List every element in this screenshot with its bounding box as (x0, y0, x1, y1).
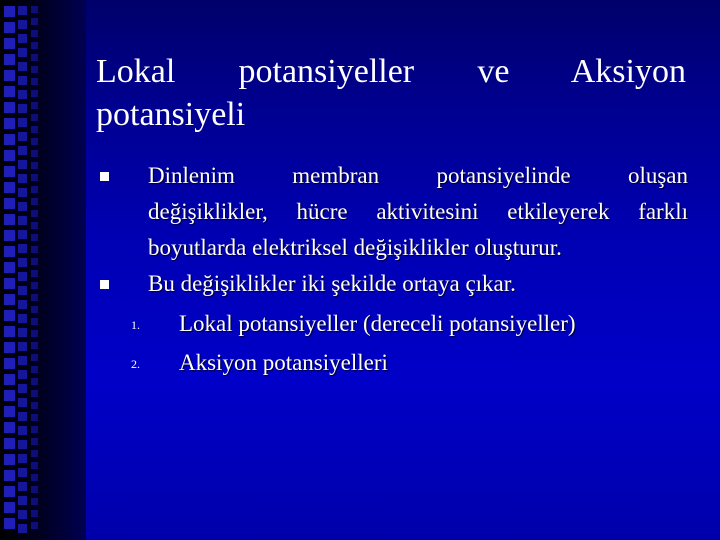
decor-square (31, 6, 38, 13)
decor-square (18, 6, 27, 15)
decor-square (18, 468, 27, 477)
decor-square (31, 102, 38, 109)
decor-square (4, 486, 15, 497)
decor-square (31, 522, 38, 529)
decor-square (4, 230, 15, 241)
decor-square (31, 330, 38, 337)
decor-square (4, 310, 15, 321)
decor-square (4, 150, 15, 161)
decor-square (18, 272, 27, 281)
decor-square (18, 300, 27, 309)
decor-square (18, 230, 27, 239)
decor-square (31, 18, 38, 25)
decor-square (18, 496, 27, 505)
decor-square (31, 378, 38, 385)
decor-square (31, 174, 38, 181)
decor-square (18, 524, 27, 533)
decor-square (31, 498, 38, 505)
decor-square (31, 198, 38, 205)
decor-square (31, 78, 38, 85)
decor-square (18, 20, 27, 29)
decor-square (31, 54, 38, 61)
decor-square (4, 470, 15, 481)
decor-square (18, 342, 27, 351)
bullet-marker (100, 280, 109, 289)
decor-square (4, 406, 15, 417)
decor-square (4, 134, 15, 145)
title-line-1: Lokal potansiyeller ve Aksiyon (96, 53, 686, 90)
decor-square (18, 356, 27, 365)
numbered-item-2: Aksiyon potansiyelleri (179, 350, 388, 375)
decor-square (31, 510, 38, 517)
decor-square (18, 482, 27, 491)
bullet-marker (100, 172, 109, 181)
decor-square (18, 426, 27, 435)
decor-square (4, 22, 15, 33)
decor-square (31, 162, 38, 169)
decor-square (4, 422, 15, 433)
decor-square (31, 402, 38, 409)
decor-square (18, 454, 27, 463)
decor-square (4, 214, 15, 225)
decor-square (18, 48, 27, 57)
decor-square (18, 510, 27, 519)
decor-square (4, 358, 15, 369)
decor-square (4, 278, 15, 289)
decor-square (18, 202, 27, 211)
decor-square (4, 518, 15, 529)
decor-square (18, 34, 27, 43)
decor-square (31, 294, 38, 301)
decor-square (18, 328, 27, 337)
decor-square (4, 118, 15, 129)
decor-square (31, 150, 38, 157)
decor-square (4, 454, 15, 465)
decor-square (31, 126, 38, 133)
decor-square (31, 414, 38, 421)
decor-square (31, 306, 38, 313)
decor-square (4, 54, 15, 65)
decor-square (18, 160, 27, 169)
decor-square (4, 246, 15, 257)
decor-square (18, 76, 27, 85)
decor-square (31, 210, 38, 217)
numbered-marker-2: 2. (131, 357, 140, 371)
bullet-1-line-1: Dinlenim membran potansiyelinde oluşan (148, 163, 688, 188)
decor-square (31, 270, 38, 277)
decor-square (18, 90, 27, 99)
decor-square (31, 186, 38, 193)
decor-square (18, 398, 27, 407)
decor-square (18, 258, 27, 267)
decor-square (4, 198, 15, 209)
decor-square (18, 370, 27, 379)
decor-square (31, 342, 38, 349)
decor-square (31, 234, 38, 241)
decor-square (18, 314, 27, 323)
slide-title (96, 50, 686, 136)
decor-square (4, 502, 15, 513)
bullet-1-text (148, 158, 688, 266)
decor-square (31, 354, 38, 361)
decor-square (18, 132, 27, 141)
decor-square (31, 390, 38, 397)
decor-square (31, 318, 38, 325)
decor-square (4, 294, 15, 305)
decor-square (31, 90, 38, 97)
decor-square (18, 146, 27, 155)
decor-square (31, 258, 38, 265)
decor-square (31, 138, 38, 145)
decor-square (4, 166, 15, 177)
decor-square (18, 104, 27, 113)
bullet-2-text: Bu değişiklikler iki şekilde ortaya çıkar. (148, 271, 516, 296)
numbered-item-1: Lokal potansiyeller (dereceli potansiyeller) (179, 311, 576, 336)
decor-square (4, 70, 15, 81)
decor-square (4, 438, 15, 449)
decor-square (4, 182, 15, 193)
decor-square (31, 450, 38, 457)
decor-square (31, 462, 38, 469)
decor-square (31, 366, 38, 373)
bullet-1-line-2: değişiklikler, hücre aktivitesini etkileyerek farklı (148, 199, 688, 224)
decor-square (18, 384, 27, 393)
decor-square (4, 6, 15, 17)
decor-square (31, 222, 38, 229)
decor-square (4, 262, 15, 273)
decor-square (4, 38, 15, 49)
decor-square (31, 42, 38, 49)
decor-square (18, 244, 27, 253)
bullet-1-line-3: boyutlarda elektriksel değişiklikler oluşturur. (148, 235, 562, 260)
decor-square (31, 114, 38, 121)
decor-square (18, 62, 27, 71)
decor-square (4, 374, 15, 385)
decor-square (18, 440, 27, 449)
decor-square (4, 390, 15, 401)
decor-square (18, 188, 27, 197)
decor-square (31, 282, 38, 289)
decor-square (31, 66, 38, 73)
decor-square (31, 486, 38, 493)
decor-square (18, 118, 27, 127)
decor-square (31, 246, 38, 253)
decor-square (4, 102, 15, 113)
decor-square (4, 342, 15, 353)
decor-square (18, 216, 27, 225)
decor-square (4, 326, 15, 337)
decor-square (31, 474, 38, 481)
decor-square (18, 412, 27, 421)
decor-square (31, 426, 38, 433)
left-decor-band (0, 0, 86, 540)
title-line-2: potansiyeli (96, 96, 246, 133)
decor-square (31, 438, 38, 445)
decor-square (18, 174, 27, 183)
decor-square (31, 30, 38, 37)
decor-square (4, 86, 15, 97)
decor-square (18, 286, 27, 295)
decor-square-column (31, 6, 49, 536)
numbered-marker-1: 1. (131, 318, 140, 332)
